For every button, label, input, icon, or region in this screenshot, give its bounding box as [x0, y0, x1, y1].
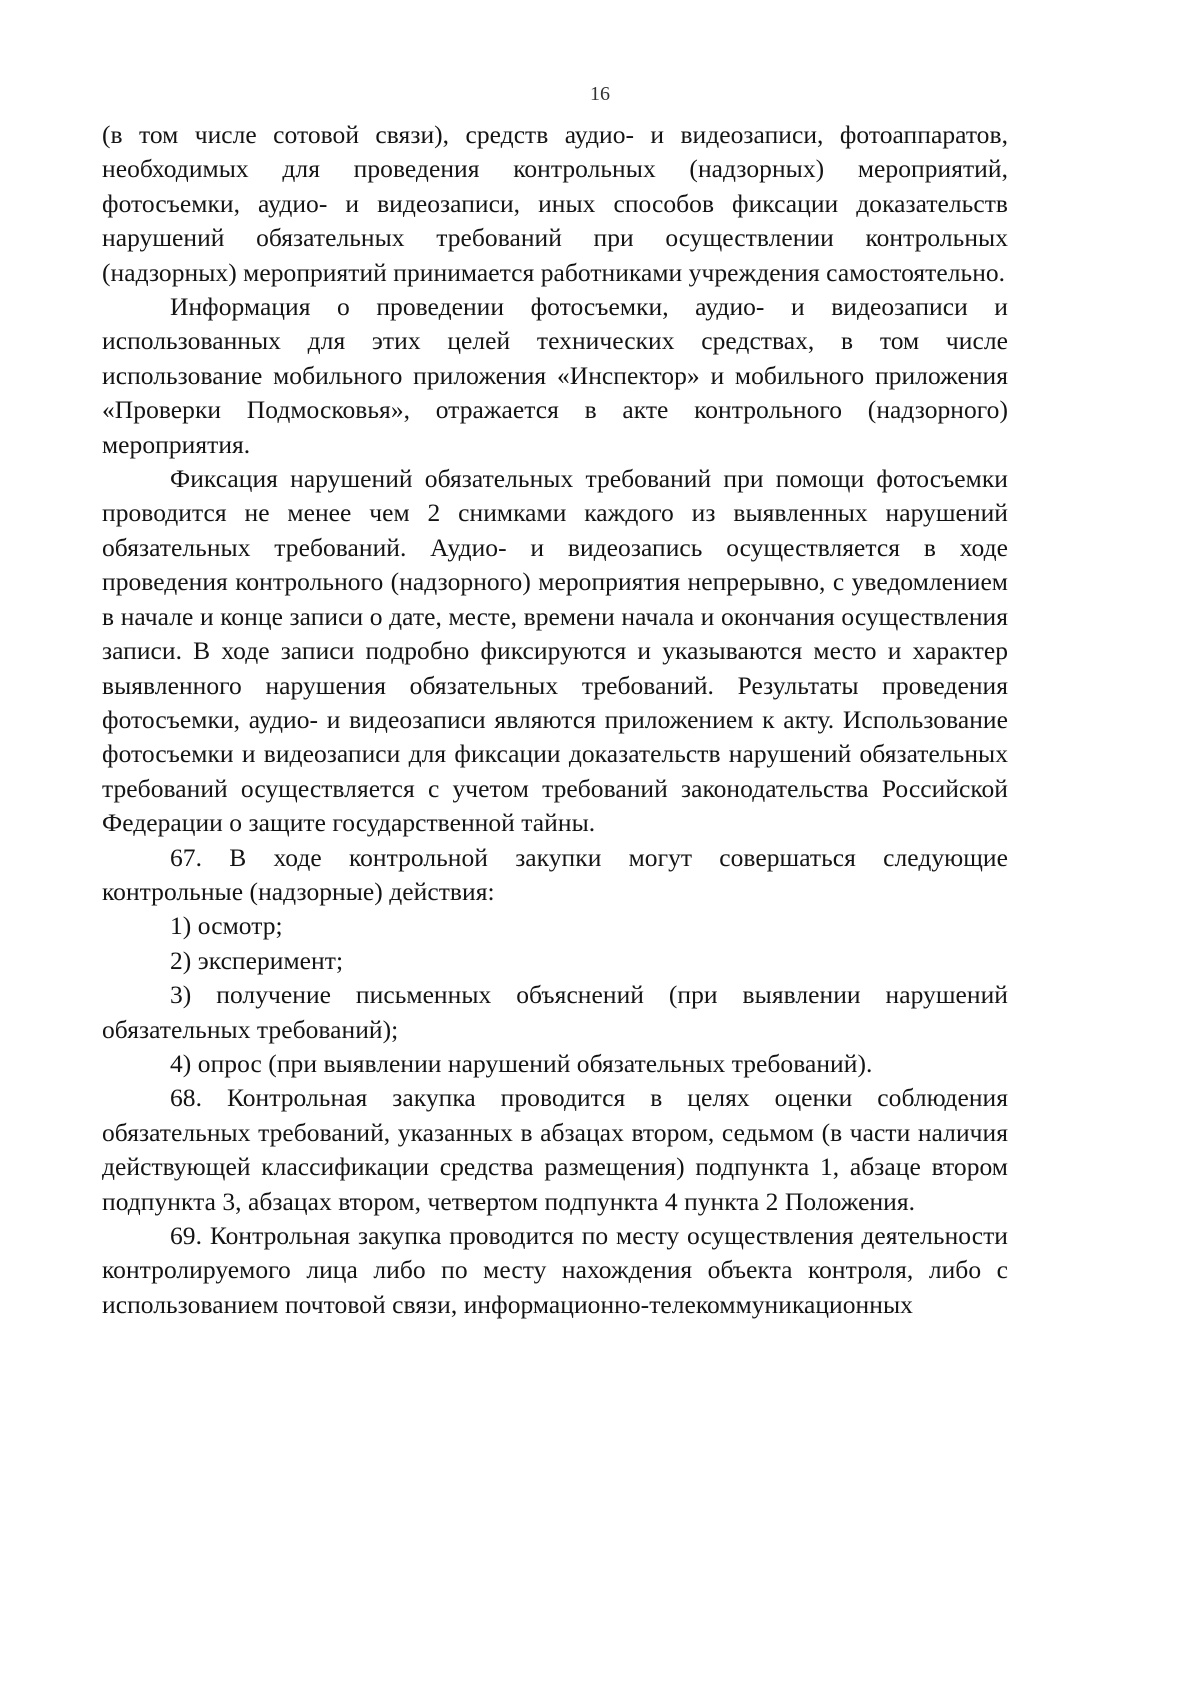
page-number: 16	[590, 83, 610, 105]
list-item-written-explanations: 3) получение письменных объяснений (при выявлении нарушений обязательных требований);	[102, 980, 1008, 1044]
paragraph-recording-info: Информация о проведении фотосъемки, аудио- и видеозаписи и использованных для этих целей технических средствах, в том числе использование мобильного приложения «Инспектор» и мобильного приложения «Проверки Подмосковья», отражается в акте контрольного (надзорного) мероприятия.	[102, 292, 1008, 459]
list-item-experiment: 2) эксперимент;	[170, 945, 344, 975]
paragraph-69: 69. Контрольная закупка проводится по месту осуществления деятельности контролируемого лица либо по месту нахождения объекта контроля, либо с использованием почтовой связи, информационно-телекоммуникационных	[102, 1221, 1008, 1319]
list-item-inspection: 1) осмотр;	[170, 911, 283, 941]
list-item-survey: 4) опрос (при выявлении нарушений обязательных требований).	[170, 1048, 873, 1078]
paragraph-equipment-decision: (в том числе сотовой связи), средств аудио- и видеозаписи, фотоаппаратов, необходимых для проведения контрольных (надзорных) мероприятий, фотосъемки, аудио- и видеозаписи, иных способов фиксации доказательств нарушений обязательных требований при осуществлении контрольных (надзорных) мероприятий принимается работниками учреждения самостоятельно.	[102, 120, 1008, 287]
document-body	[102, 118, 1008, 1322]
paragraph-violation-fixation: Фиксация нарушений обязательных требований при помощи фотосъемки проводится не менее чем 2 снимками каждого из выявленных нарушений обязательных требований. Аудио- и видеозапись осуществляется в ходе проведения контрольного (надзорного) мероприятия непрерывно, с уведомлением в начале и конце записи о дате, месте, времени начала и окончания осуществления записи. В ходе записи подробно фиксируются и указываются место и характер выявленного нарушения обязательных требований. Результаты проведения фотосъемки, аудио- и видеозаписи являются приложением к акту. Использование фотосъемки и видеозаписи для фиксации доказательств нарушений обязательных требований осуществляется с учетом требований законодательства Российской Федерации о защите государственной тайны.	[102, 464, 1008, 838]
paragraph-67: 67. В ходе контрольной закупки могут совершаться следующие контрольные (надзорные) действия:	[102, 842, 1008, 906]
paragraph-68: 68. Контрольная закупка проводится в целях оценки соблюдения обязательных требований, указанных в абзацах втором, седьмом (в части наличия действующей классификации средства размещения) подпункта 1, абзаце втором подпункта 3, абзацах втором, четвертом подпункта 4 пункта 2 Положения.	[102, 1083, 1008, 1216]
